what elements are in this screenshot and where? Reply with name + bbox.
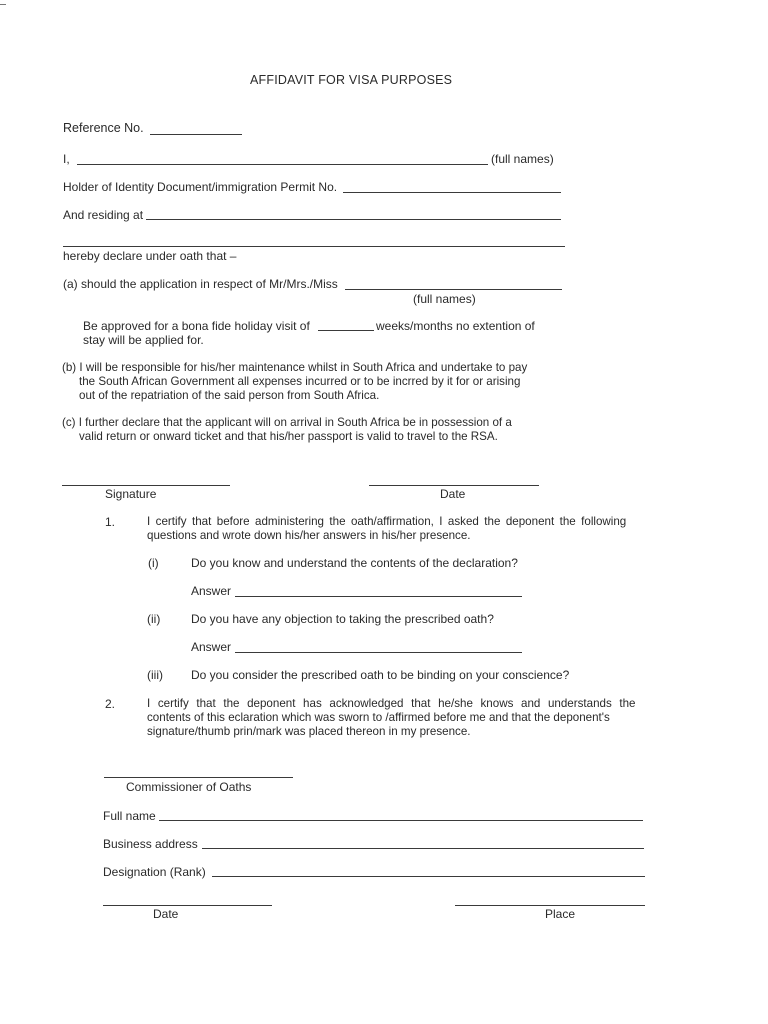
approved-text-1a: Be approved for a bona fide holiday visit of	[83, 319, 310, 333]
approved-text-2: stay will be applied for.	[83, 333, 204, 347]
question2-text: Do you have any objection to taking the prescribed oath?	[191, 612, 494, 626]
holder-label: Holder of Identity Document/immigration Permit No.	[63, 180, 338, 194]
clause-b-line1: (b) I will be responsible for his/her maintenance whilst in South Africa and undertake to pay	[62, 361, 528, 374]
cert2-line3: signature/thumb prin/mark was placed thereon in my presence.	[147, 725, 471, 738]
commissioner-label: Commissioner of Oaths	[126, 780, 252, 794]
approved-text-1b: weeks/months no extention of	[376, 319, 535, 333]
answer2-field[interactable]	[235, 652, 522, 653]
question1-text: Do you know and understand the contents of the declaration?	[191, 556, 518, 570]
address-field[interactable]	[146, 219, 561, 220]
address-field-line2[interactable]	[63, 246, 565, 247]
residing-label: And residing at	[63, 208, 144, 222]
question2-number: (ii)	[147, 612, 161, 626]
business-address-label: Business address	[103, 837, 198, 851]
clause-b	[62, 361, 562, 403]
business-address-field[interactable]	[202, 848, 644, 849]
full-name-label: Full name	[103, 809, 156, 823]
clause-c-line2: valid return or onward ticket and that his/her passport is valid to travel to the RSA.	[79, 430, 498, 443]
clause-c	[62, 416, 562, 444]
permit-number-field[interactable]	[343, 192, 561, 193]
declare-label: hereby declare under oath that –	[63, 249, 237, 263]
cert1-line2: questions and wrote down his/her answers in his/her presence.	[147, 529, 471, 542]
signature-field[interactable]	[62, 485, 230, 486]
scan-edge-mark	[0, 4, 6, 5]
question3-text: Do you consider the prescribed oath to be binding on your conscience?	[191, 668, 570, 682]
cert2-text	[147, 697, 647, 739]
clause-c-line1: (c) I further declare that the applicant will on arrival in South Africa be in possession of a	[62, 416, 512, 429]
commissioner-date-field[interactable]	[103, 905, 272, 906]
commissioner-full-name-field[interactable]	[159, 820, 643, 821]
cert2-number: 2.	[105, 697, 116, 711]
applicant-names-field[interactable]	[345, 289, 562, 290]
question3-number: (iii)	[147, 668, 163, 682]
signature-label: Signature	[105, 487, 157, 501]
full-names-field[interactable]	[77, 164, 488, 165]
question1-number: (i)	[148, 556, 159, 570]
commissioner-date-label: Date	[153, 907, 179, 921]
cert1-text	[147, 515, 647, 543]
commissioner-signature-field[interactable]	[104, 777, 293, 778]
signature-date-label: Date	[440, 487, 466, 501]
place-label: Place	[545, 907, 576, 921]
signature-date-field[interactable]	[369, 485, 539, 486]
applicant-names-label: (full names)	[413, 292, 476, 306]
i-label: I,	[63, 152, 70, 166]
cert1-number: 1.	[105, 515, 116, 529]
clause-b-line2: the South African Government all expenses incurred or to be incrred by it for or arising	[79, 375, 521, 388]
reference-label: Reference No.	[63, 121, 144, 135]
place-field[interactable]	[455, 905, 645, 906]
cert2-line2: contents of this eclaration which was sworn to /affirmed before me and that the deponent's	[147, 711, 610, 724]
document-title: AFFIDAVIT FOR VISA PURPOSES	[250, 73, 453, 87]
reference-field[interactable]	[150, 134, 242, 135]
designation-field[interactable]	[212, 876, 645, 877]
cert1-line1: I certify that before administering the oath/affirmation, I asked the deponent the following	[147, 515, 627, 528]
answer1-label: Answer	[191, 584, 232, 598]
answer1-field[interactable]	[235, 596, 522, 597]
answer2-label: Answer	[191, 640, 232, 654]
clause-a-label: (a) should the application in respect of Mr/Mrs./Miss	[63, 277, 338, 291]
visit-duration-field[interactable]	[318, 330, 374, 331]
cert2-line1: I certify that the deponent has acknowledged that he/she knows and understands the	[147, 697, 636, 710]
full-names-label: (full names)	[491, 152, 554, 166]
clause-b-line3: out of the repatriation of the said person from South Africa.	[79, 389, 380, 402]
designation-label: Designation (Rank)	[103, 865, 206, 879]
